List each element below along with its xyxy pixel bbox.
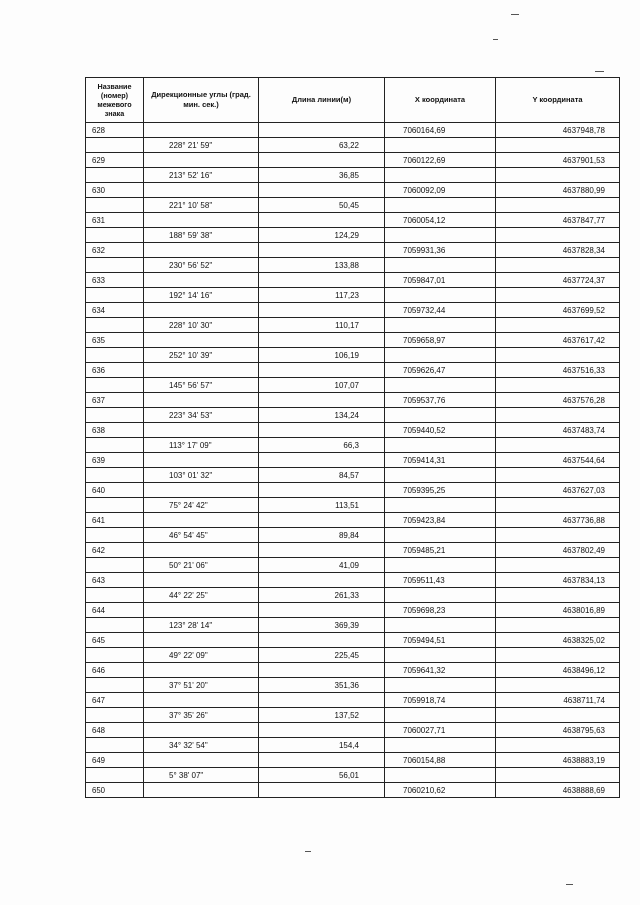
segment-angle: 252° 10' 39" <box>144 348 259 363</box>
point-x: 7059423,84 <box>385 513 496 528</box>
empty-cell <box>259 153 385 168</box>
segment-length: 41,09 <box>259 558 385 573</box>
empty-cell <box>144 453 259 468</box>
point-y: 4637483,74 <box>496 423 620 438</box>
table-body <box>86 123 620 798</box>
point-name: 646 <box>86 663 144 678</box>
segment-row <box>86 738 620 753</box>
empty-cell <box>86 348 144 363</box>
empty-cell <box>385 198 496 213</box>
empty-cell <box>385 768 496 783</box>
point-x: 7059626,47 <box>385 363 496 378</box>
empty-cell <box>496 258 620 273</box>
empty-cell <box>496 438 620 453</box>
point-row <box>86 513 620 528</box>
segment-length: 50,45 <box>259 198 385 213</box>
empty-cell <box>259 693 385 708</box>
point-name: 649 <box>86 753 144 768</box>
empty-cell <box>259 243 385 258</box>
empty-cell <box>259 573 385 588</box>
segment-angle: 44° 22' 25" <box>144 588 259 603</box>
point-name: 641 <box>86 513 144 528</box>
empty-cell <box>144 513 259 528</box>
empty-cell <box>86 258 144 273</box>
empty-cell <box>496 228 620 243</box>
segment-angle: 37° 51' 20" <box>144 678 259 693</box>
point-y: 4637901,53 <box>496 153 620 168</box>
empty-cell <box>144 213 259 228</box>
point-row <box>86 333 620 348</box>
point-row <box>86 543 620 558</box>
point-row <box>86 363 620 378</box>
header-angles: Дирекционные углы (град. мин. сек.) <box>144 78 259 123</box>
segment-angle: 192° 14' 16" <box>144 288 259 303</box>
empty-cell <box>385 378 496 393</box>
point-y: 4638496,12 <box>496 663 620 678</box>
empty-cell <box>86 438 144 453</box>
empty-cell <box>86 288 144 303</box>
empty-cell <box>259 633 385 648</box>
segment-row <box>86 768 620 783</box>
point-y: 4637724,37 <box>496 273 620 288</box>
point-row <box>86 483 620 498</box>
segment-length: 56,01 <box>259 768 385 783</box>
point-x: 7059537,76 <box>385 393 496 408</box>
segment-angle: 113° 17' 09" <box>144 438 259 453</box>
point-row <box>86 393 620 408</box>
empty-cell <box>385 468 496 483</box>
segment-length: 113,51 <box>259 498 385 513</box>
empty-cell <box>86 468 144 483</box>
segment-length: 89,84 <box>259 528 385 543</box>
point-name: 635 <box>86 333 144 348</box>
point-name: 644 <box>86 603 144 618</box>
empty-cell <box>144 333 259 348</box>
segment-angle: 230° 56' 52" <box>144 258 259 273</box>
point-row <box>86 183 620 198</box>
segment-row <box>86 438 620 453</box>
segment-length: 110,17 <box>259 318 385 333</box>
empty-cell <box>86 498 144 513</box>
point-x: 7059494,51 <box>385 633 496 648</box>
empty-cell <box>496 618 620 633</box>
empty-cell <box>259 183 385 198</box>
empty-cell <box>385 228 496 243</box>
segment-row <box>86 468 620 483</box>
segment-angle: 37° 35' 26" <box>144 708 259 723</box>
header-point-name: Название (номер) межевого знака <box>86 78 144 123</box>
segment-length: 66,3 <box>259 438 385 453</box>
empty-cell <box>259 333 385 348</box>
point-row <box>86 573 620 588</box>
empty-cell <box>144 753 259 768</box>
point-x: 7060054,12 <box>385 213 496 228</box>
point-name: 647 <box>86 693 144 708</box>
segment-row <box>86 588 620 603</box>
point-y: 4638325,02 <box>496 633 620 648</box>
empty-cell <box>496 408 620 423</box>
point-name: 640 <box>86 483 144 498</box>
segment-length: 225,45 <box>259 648 385 663</box>
empty-cell <box>259 453 385 468</box>
segment-length: 137,52 <box>259 708 385 723</box>
segment-row <box>86 318 620 333</box>
empty-cell <box>496 138 620 153</box>
empty-cell <box>496 528 620 543</box>
empty-cell <box>144 663 259 678</box>
segment-length: 117,23 <box>259 288 385 303</box>
point-row <box>86 213 620 228</box>
empty-cell <box>144 273 259 288</box>
segment-row <box>86 408 620 423</box>
empty-cell <box>385 438 496 453</box>
segment-row <box>86 288 620 303</box>
empty-cell <box>496 198 620 213</box>
empty-cell <box>259 783 385 798</box>
scan-artifact <box>493 39 498 40</box>
empty-cell <box>496 768 620 783</box>
empty-cell <box>385 288 496 303</box>
empty-cell <box>496 168 620 183</box>
segment-length: 84,57 <box>259 468 385 483</box>
empty-cell <box>385 558 496 573</box>
segment-row <box>86 378 620 393</box>
segment-row <box>86 708 620 723</box>
empty-cell <box>144 603 259 618</box>
point-x: 7060027,71 <box>385 723 496 738</box>
point-row <box>86 303 620 318</box>
coordinates-table <box>85 77 620 798</box>
point-row <box>86 453 620 468</box>
point-y: 4637576,28 <box>496 393 620 408</box>
segment-angle: 123° 28' 14" <box>144 618 259 633</box>
empty-cell <box>86 228 144 243</box>
point-y: 4637847,77 <box>496 213 620 228</box>
segment-angle: 49° 22' 09" <box>144 648 259 663</box>
segment-angle: 34° 32' 54" <box>144 738 259 753</box>
empty-cell <box>496 288 620 303</box>
point-x: 7059918,74 <box>385 693 496 708</box>
empty-cell <box>144 423 259 438</box>
segment-length: 36,85 <box>259 168 385 183</box>
point-x: 7059732,44 <box>385 303 496 318</box>
point-name: 636 <box>86 363 144 378</box>
segment-length: 106,19 <box>259 348 385 363</box>
empty-cell <box>496 708 620 723</box>
segment-row <box>86 558 620 573</box>
point-y: 4637544,64 <box>496 453 620 468</box>
point-name: 638 <box>86 423 144 438</box>
empty-cell <box>86 408 144 423</box>
point-x: 7059485,21 <box>385 543 496 558</box>
empty-cell <box>385 138 496 153</box>
point-y: 4637516,33 <box>496 363 620 378</box>
empty-cell <box>144 363 259 378</box>
empty-cell <box>144 393 259 408</box>
point-y: 4637627,03 <box>496 483 620 498</box>
table-header-row <box>86 78 620 123</box>
point-x: 7059395,25 <box>385 483 496 498</box>
point-name: 630 <box>86 183 144 198</box>
scan-artifact <box>511 14 519 15</box>
segment-row <box>86 258 620 273</box>
segment-row <box>86 228 620 243</box>
point-row <box>86 723 620 738</box>
point-y: 4637802,49 <box>496 543 620 558</box>
empty-cell <box>144 543 259 558</box>
empty-cell <box>259 483 385 498</box>
empty-cell <box>259 303 385 318</box>
point-x: 7059931,36 <box>385 243 496 258</box>
segment-length: 351,36 <box>259 678 385 693</box>
empty-cell <box>496 588 620 603</box>
empty-cell <box>385 258 496 273</box>
empty-cell <box>144 693 259 708</box>
point-x: 7060092,09 <box>385 183 496 198</box>
point-row <box>86 633 620 648</box>
empty-cell <box>144 783 259 798</box>
empty-cell <box>144 183 259 198</box>
empty-cell <box>496 378 620 393</box>
point-y: 4638016,89 <box>496 603 620 618</box>
segment-angle: 46° 54' 45" <box>144 528 259 543</box>
empty-cell <box>144 123 259 138</box>
point-row <box>86 693 620 708</box>
segment-angle: 228° 10' 30" <box>144 318 259 333</box>
segment-length: 124,29 <box>259 228 385 243</box>
point-name: 634 <box>86 303 144 318</box>
empty-cell <box>259 753 385 768</box>
empty-cell <box>259 663 385 678</box>
point-y: 4637880,99 <box>496 183 620 198</box>
point-y: 4638711,74 <box>496 693 620 708</box>
point-x: 7059641,32 <box>385 663 496 678</box>
segment-length: 154,4 <box>259 738 385 753</box>
segment-length: 133,88 <box>259 258 385 273</box>
point-name: 643 <box>86 573 144 588</box>
empty-cell <box>86 318 144 333</box>
point-name: 632 <box>86 243 144 258</box>
empty-cell <box>385 408 496 423</box>
empty-cell <box>385 528 496 543</box>
point-name: 633 <box>86 273 144 288</box>
point-x: 7059847,01 <box>385 273 496 288</box>
empty-cell <box>86 708 144 723</box>
empty-cell <box>144 483 259 498</box>
segment-angle: 223° 34' 53" <box>144 408 259 423</box>
scan-artifact <box>566 884 573 885</box>
segment-row <box>86 348 620 363</box>
segment-row <box>86 198 620 213</box>
empty-cell <box>385 678 496 693</box>
segment-angle: 221° 10' 58" <box>144 198 259 213</box>
empty-cell <box>86 138 144 153</box>
empty-cell <box>259 723 385 738</box>
empty-cell <box>385 318 496 333</box>
empty-cell <box>385 618 496 633</box>
empty-cell <box>86 678 144 693</box>
point-row <box>86 603 620 618</box>
empty-cell <box>144 723 259 738</box>
segment-angle: 145° 56' 57" <box>144 378 259 393</box>
empty-cell <box>259 363 385 378</box>
point-y: 4637828,34 <box>496 243 620 258</box>
empty-cell <box>259 393 385 408</box>
empty-cell <box>259 603 385 618</box>
point-x: 7059698,23 <box>385 603 496 618</box>
point-y: 4637699,52 <box>496 303 620 318</box>
point-name: 631 <box>86 213 144 228</box>
point-row <box>86 663 620 678</box>
segment-angle: 213° 52' 16" <box>144 168 259 183</box>
segment-length: 261,33 <box>259 588 385 603</box>
empty-cell <box>86 558 144 573</box>
empty-cell <box>86 648 144 663</box>
point-y: 4638883,19 <box>496 753 620 768</box>
empty-cell <box>86 528 144 543</box>
segment-row <box>86 498 620 513</box>
segment-row <box>86 528 620 543</box>
segment-length: 107,07 <box>259 378 385 393</box>
point-x: 7059414,31 <box>385 453 496 468</box>
empty-cell <box>385 708 496 723</box>
point-y: 4638888,69 <box>496 783 620 798</box>
empty-cell <box>259 513 385 528</box>
point-y: 4637617,42 <box>496 333 620 348</box>
segment-angle: 228° 21' 59" <box>144 138 259 153</box>
empty-cell <box>259 543 385 558</box>
empty-cell <box>259 273 385 288</box>
point-row <box>86 153 620 168</box>
empty-cell <box>385 348 496 363</box>
point-name: 637 <box>86 393 144 408</box>
point-name: 629 <box>86 153 144 168</box>
empty-cell <box>259 213 385 228</box>
point-name: 645 <box>86 633 144 648</box>
empty-cell <box>496 468 620 483</box>
empty-cell <box>496 498 620 513</box>
empty-cell <box>385 648 496 663</box>
empty-cell <box>86 168 144 183</box>
point-y: 4638795,63 <box>496 723 620 738</box>
empty-cell <box>496 558 620 573</box>
segment-row <box>86 648 620 663</box>
point-name: 650 <box>86 783 144 798</box>
header-y: Y координата <box>496 78 620 123</box>
segment-angle: 5° 38' 07" <box>144 768 259 783</box>
segment-row <box>86 168 620 183</box>
point-row <box>86 273 620 288</box>
point-y: 4637834,13 <box>496 573 620 588</box>
empty-cell <box>86 198 144 213</box>
segment-length: 63,22 <box>259 138 385 153</box>
point-name: 639 <box>86 453 144 468</box>
point-x: 7060164,69 <box>385 123 496 138</box>
empty-cell <box>496 738 620 753</box>
empty-cell <box>86 378 144 393</box>
segment-row <box>86 138 620 153</box>
empty-cell <box>144 243 259 258</box>
segment-angle: 75° 24' 42" <box>144 498 259 513</box>
segment-angle: 50° 21' 06" <box>144 558 259 573</box>
empty-cell <box>144 573 259 588</box>
point-row <box>86 783 620 798</box>
point-name: 642 <box>86 543 144 558</box>
empty-cell <box>144 303 259 318</box>
empty-cell <box>496 318 620 333</box>
empty-cell <box>86 618 144 633</box>
empty-cell <box>144 633 259 648</box>
segment-length: 369,39 <box>259 618 385 633</box>
empty-cell <box>86 768 144 783</box>
point-row <box>86 423 620 438</box>
point-x: 7060210,62 <box>385 783 496 798</box>
empty-cell <box>259 423 385 438</box>
empty-cell <box>496 678 620 693</box>
empty-cell <box>259 123 385 138</box>
segment-row <box>86 678 620 693</box>
segment-row <box>86 618 620 633</box>
point-x: 7059658,97 <box>385 333 496 348</box>
empty-cell <box>496 648 620 663</box>
empty-cell <box>385 588 496 603</box>
point-x: 7059511,43 <box>385 573 496 588</box>
point-y: 4637736,88 <box>496 513 620 528</box>
point-row <box>86 753 620 768</box>
segment-angle: 188° 59' 38" <box>144 228 259 243</box>
point-name: 648 <box>86 723 144 738</box>
scan-artifact <box>305 851 311 852</box>
empty-cell <box>385 498 496 513</box>
point-x: 7060122,69 <box>385 153 496 168</box>
point-row <box>86 123 620 138</box>
empty-cell <box>385 168 496 183</box>
header-x: X координата <box>385 78 496 123</box>
point-y: 4637948,78 <box>496 123 620 138</box>
scan-artifact <box>595 71 604 72</box>
header-length: Длина линии(м) <box>259 78 385 123</box>
empty-cell <box>385 738 496 753</box>
segment-angle: 103° 01' 32" <box>144 468 259 483</box>
point-x: 7060154,88 <box>385 753 496 768</box>
empty-cell <box>86 588 144 603</box>
empty-cell <box>144 153 259 168</box>
point-x: 7059440,52 <box>385 423 496 438</box>
point-row <box>86 243 620 258</box>
empty-cell <box>496 348 620 363</box>
empty-cell <box>86 738 144 753</box>
point-name: 628 <box>86 123 144 138</box>
segment-length: 134,24 <box>259 408 385 423</box>
